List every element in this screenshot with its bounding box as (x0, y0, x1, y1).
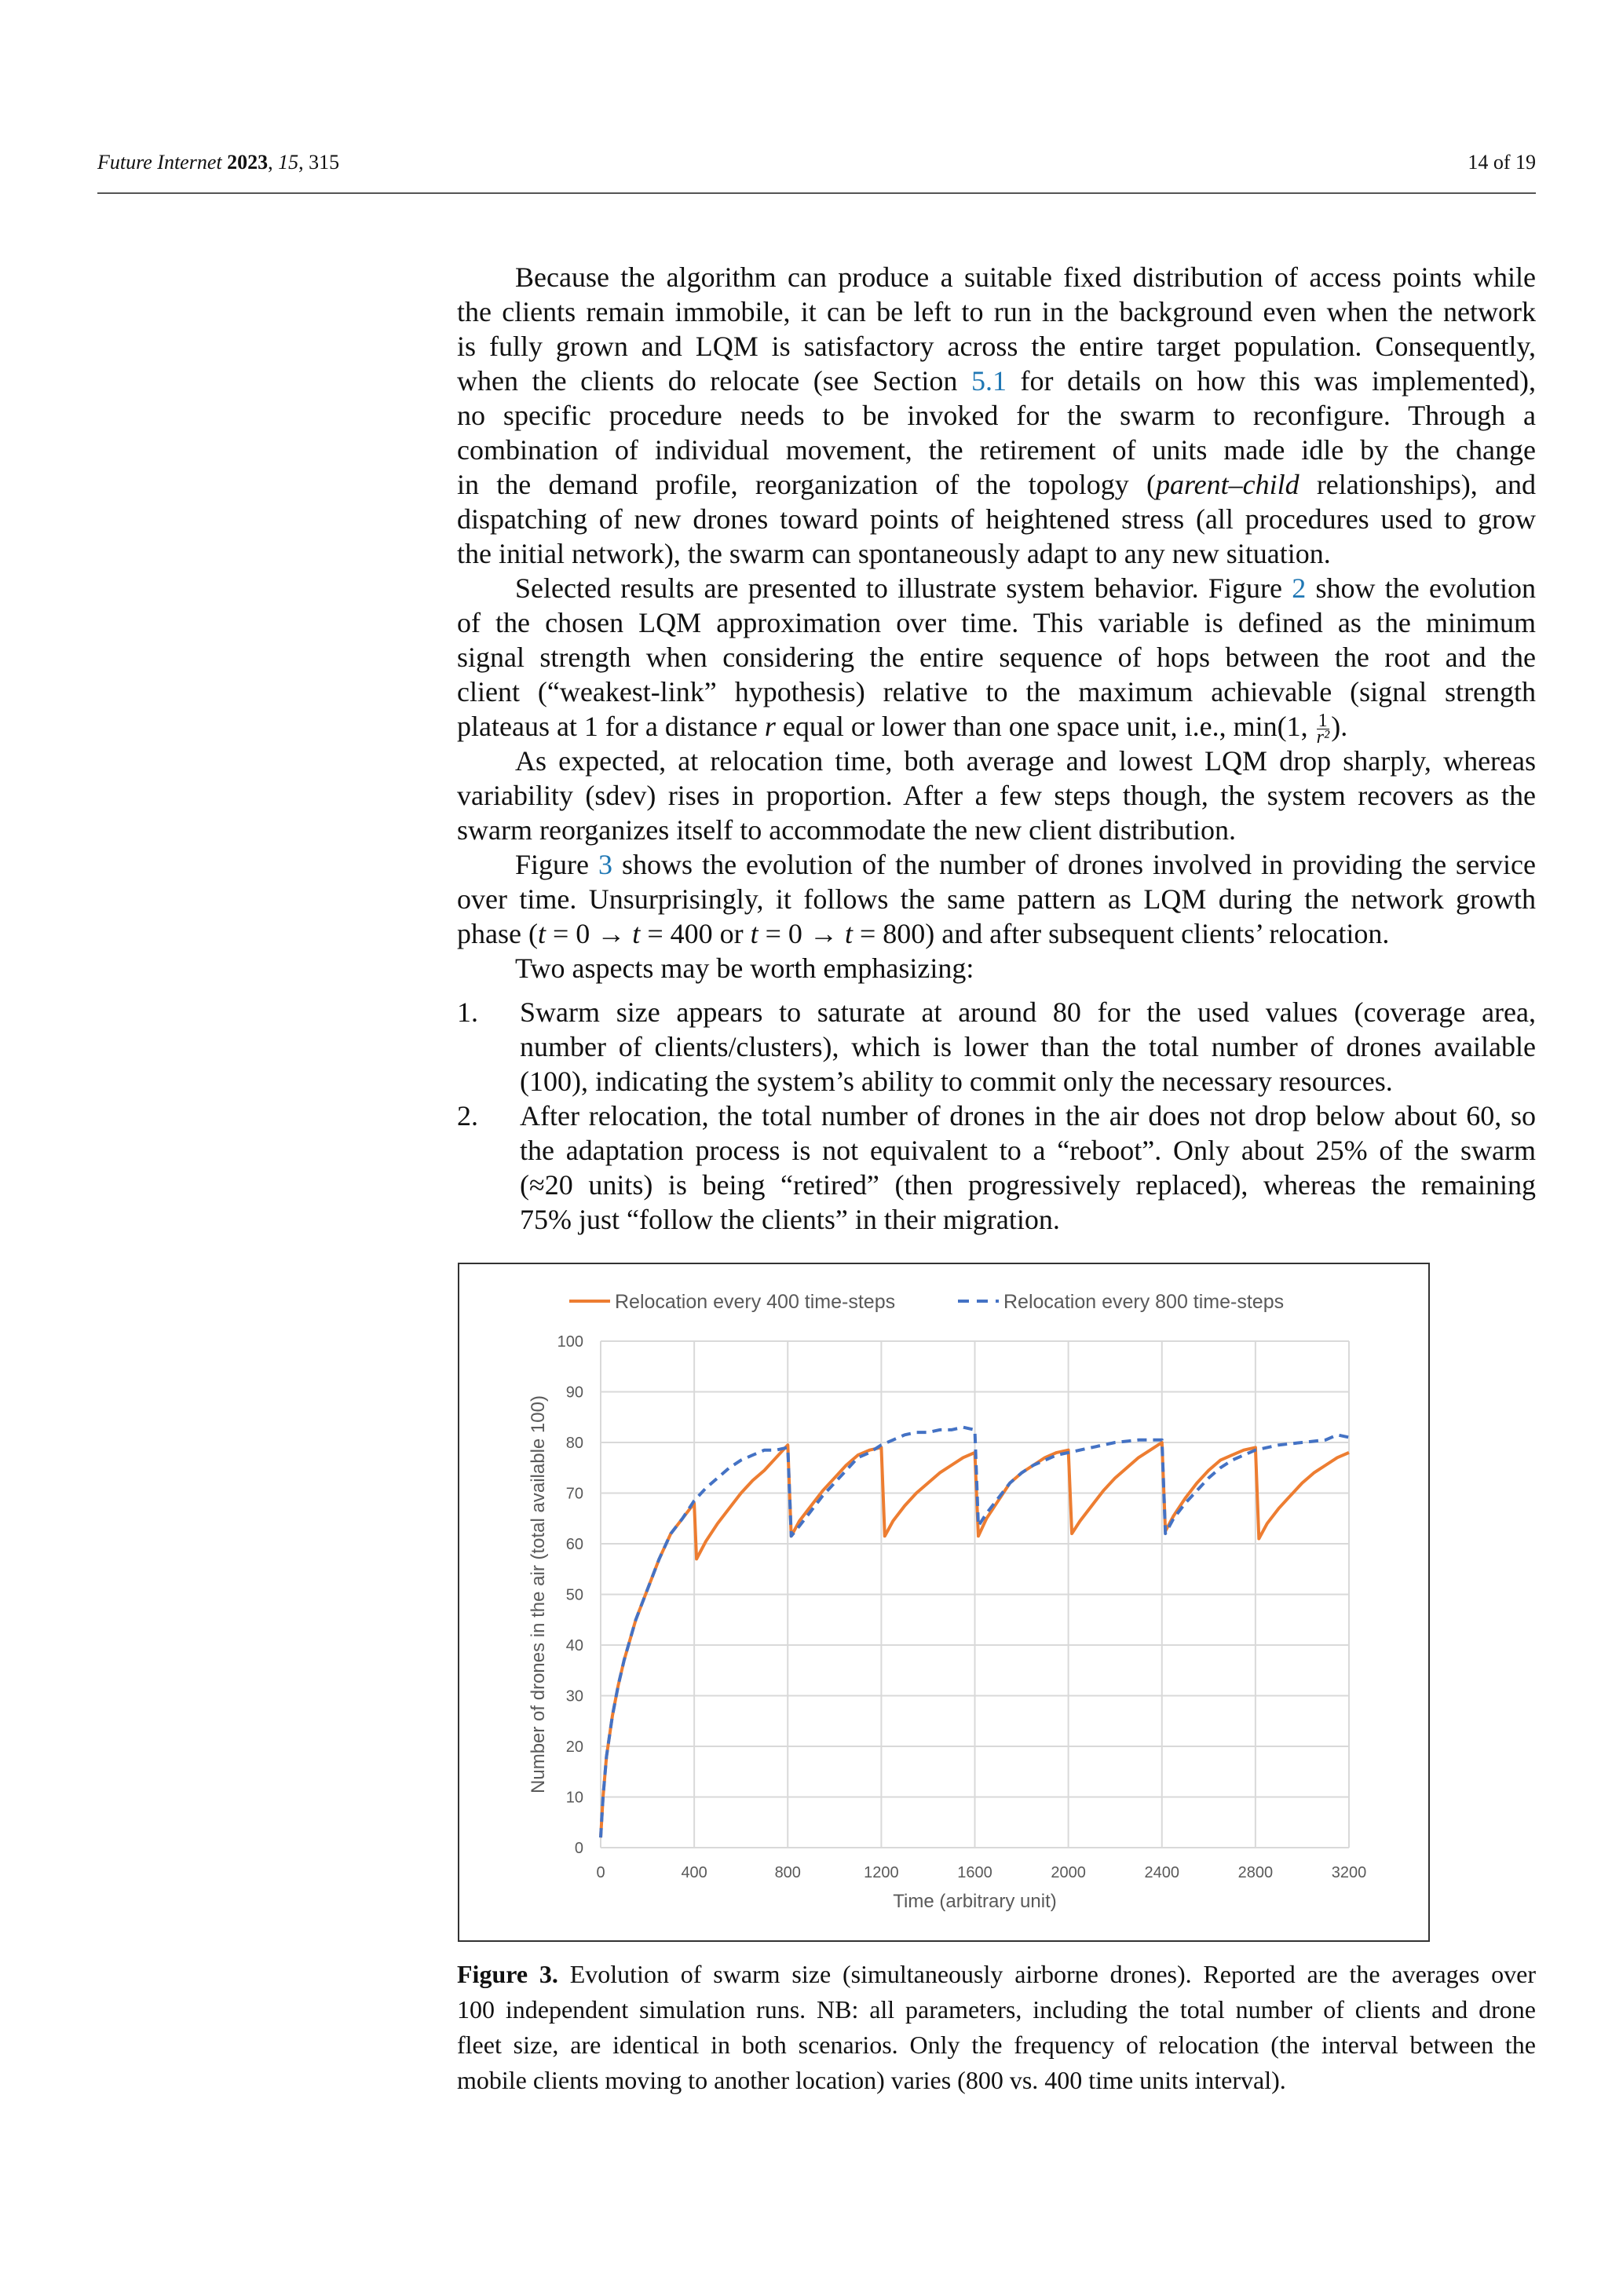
text-line (457, 433, 1536, 467)
text-line (457, 364, 1536, 398)
text-line (520, 1168, 1536, 1202)
caption-label: Figure 3. (457, 1960, 558, 1988)
text-run: when the clients do relocate (see Section (457, 365, 971, 397)
text-line (520, 995, 1536, 1029)
italic-text: t (750, 918, 758, 949)
text-run: Selected results are presented to illustrate system behavior. Figure (515, 572, 1292, 604)
header-divider (97, 192, 1536, 194)
text-line (457, 744, 1536, 778)
text-line (457, 398, 1536, 433)
text-line (457, 675, 1536, 709)
text-line (457, 1957, 1536, 1992)
text-line (457, 294, 1536, 329)
text-line (457, 640, 1536, 675)
paragraph (457, 847, 1536, 951)
text-line (457, 709, 1536, 748)
paragraph (457, 260, 1536, 571)
text-run: show the evolution (1306, 572, 1536, 604)
x-tick-label: 2400 (1144, 1864, 1179, 1881)
text-run: = 0 → (545, 918, 633, 949)
text-run: (100), indicating the system’s ability to commit only the necessary resources. (520, 1066, 1393, 1097)
text-run: in the demand profile, reorganization of the topology ( (457, 469, 1156, 500)
journal-volume: 15 (278, 151, 299, 174)
y-tick-label: 10 (565, 1789, 583, 1807)
text-line (457, 1992, 1536, 2027)
list-item (457, 1099, 1536, 1237)
text-run: = 0 → (758, 918, 845, 949)
text-run: number of clients/clusters), which is lower than the total number of drones available (520, 1031, 1536, 1062)
x-tick-label: 1200 (864, 1864, 899, 1881)
paragraph (457, 951, 1536, 985)
text-line (457, 605, 1536, 640)
y-axis-title: Number of drones in the air (total available 100) (528, 1395, 549, 1793)
figure-caption (457, 1957, 1536, 2098)
text-run: signal strength when considering the entire sequence of hops between the root and the (457, 642, 1536, 673)
journal-name: Future Internet (97, 151, 222, 174)
y-tick-label: 100 (557, 1333, 583, 1351)
text-run: of the chosen LQM approximation over time. This variable is defined as the minimum (457, 607, 1536, 638)
text-run: over time. Unsurprisingly, it follows the same pattern as LQM during the network growth (457, 883, 1536, 915)
italic-text: t (537, 918, 546, 949)
x-tick-label: 800 (774, 1864, 801, 1881)
text-run: dispatching of new drones toward points of heightened stress (all procedures used to grow (457, 503, 1536, 535)
y-tick-label: 50 (565, 1586, 583, 1604)
y-tick-label: 20 (565, 1738, 583, 1756)
text-run: (≈20 units) is being “retired” (then progressively replaced), whereas the remaining (520, 1169, 1536, 1201)
text-line (457, 571, 1536, 605)
text-run: no specific procedure needs to be invoked for the swarm to reconfigure. Through a (457, 400, 1536, 431)
text-run: Swarm size appears to saturate at around 80 for the used values (coverage area, (520, 996, 1536, 1028)
text-run: = 800) and after subsequent clients’ relocation. (852, 918, 1390, 949)
italic-text: t (632, 918, 641, 949)
y-tick-label: 60 (565, 1536, 583, 1553)
swarm-size-chart (459, 1264, 1428, 1940)
x-axis-title: Time (arbitrary unit) (893, 1891, 1057, 1912)
italic-text: r (764, 711, 776, 742)
text-run: combination of individual movement, the retirement of units made idle by the change (457, 434, 1536, 466)
text-run: the initial network), the swarm can spontaneously adapt to any new situation. (457, 538, 1331, 569)
text-line (457, 2063, 1536, 2098)
y-tick-label: 80 (565, 1435, 583, 1452)
y-tick-label: 0 (574, 1840, 583, 1857)
text-run: variability (sdev) rises in proportion. After a few steps though, the system recovers as the (457, 780, 1536, 811)
x-tick-label: 400 (681, 1864, 707, 1881)
text-run: = 400 or (640, 918, 751, 949)
running-header-citation: Future Internet 2023, 15, 315 (97, 151, 340, 174)
legend-label: Relocation every 400 time-steps (615, 1291, 896, 1313)
text-line (520, 1064, 1536, 1099)
text-line (457, 778, 1536, 813)
text-run: is fully grown and LQM is satisfactory across the entire target population. Consequently, (457, 331, 1536, 362)
list-item (457, 995, 1536, 1099)
list-number: 1. (457, 996, 478, 1028)
text-run: ). (1331, 711, 1348, 742)
text-line (457, 502, 1536, 536)
text-run: client (“weakest-link” hypothesis) relative to the maximum achievable (signal strength (457, 676, 1536, 707)
text-line (520, 1133, 1536, 1168)
text-line (520, 1029, 1536, 1064)
text-run: relationships), and (1299, 469, 1536, 500)
cross-reference-link[interactable]: 2 (1292, 572, 1307, 604)
text-run: Figure (515, 849, 599, 880)
text-run: fleet size, are identical in both scenarios. Only the frequency of relocation (the interval between the (457, 2031, 1536, 2059)
y-tick-label: 90 (565, 1384, 583, 1402)
text-line (457, 2027, 1536, 2063)
body-text (457, 260, 1536, 1237)
y-tick-label: 40 (565, 1637, 583, 1654)
list-number: 2. (457, 1100, 478, 1132)
x-tick-label: 1600 (957, 1864, 992, 1881)
y-tick-label: 30 (565, 1687, 583, 1706)
cross-reference-link[interactable]: 3 (598, 849, 613, 880)
text-run: mobile clients moving to another location) varies (800 vs. 400 time units interval). (457, 2066, 1286, 2094)
paragraph (457, 571, 1536, 748)
math-fraction (1316, 711, 1330, 748)
text-line (457, 882, 1536, 916)
x-tick-label: 2800 (1237, 1864, 1274, 1881)
fraction-denominator: r² (1316, 727, 1330, 748)
text-run: Two aspects may be worth emphasizing: (515, 952, 974, 984)
italic-text: parent–child (1155, 469, 1299, 500)
text-run: for details on how this was implemented), (1006, 365, 1536, 397)
x-tick-label: 2000 (1051, 1864, 1086, 1881)
text-line (457, 467, 1536, 502)
text-line (520, 1099, 1536, 1133)
cross-reference-link[interactable]: 5.1 (971, 365, 1007, 397)
legend-label: Relocation every 800 time-steps (1003, 1291, 1285, 1313)
text-line (520, 1202, 1536, 1237)
x-tick-label: 0 (596, 1864, 605, 1881)
numbered-list (457, 995, 1536, 1237)
paragraph (457, 744, 1536, 847)
article-number: 315 (309, 151, 340, 174)
text-run: the adaptation process is not equivalent to a “reboot”. Only about 25% of the swarm (520, 1135, 1536, 1166)
text-line (457, 951, 1536, 985)
text-run: Because the algorithm can produce a suitable fixed distribution of access points while (515, 261, 1536, 293)
page-number: 14 of 19 (1468, 151, 1536, 174)
text-run: equal or lower than one space unit, i.e., min(1, (775, 711, 1315, 742)
italic-text: t (844, 918, 853, 949)
text-line (457, 847, 1536, 882)
fraction-numerator: 1 (1317, 713, 1330, 729)
text-run: Evolution of swarm size (simultaneously airborne drones). Reported are the averages over (557, 1960, 1536, 1988)
text-line (457, 916, 1536, 951)
text-run: shows the evolution of the number of drones involved in providing the service (612, 849, 1536, 880)
text-run: swarm reorganizes itself to accommodate the new client distribution. (457, 814, 1237, 846)
text-line (457, 536, 1536, 571)
text-run: As expected, at relocation time, both average and lowest LQM drop sharply, whereas (515, 745, 1536, 777)
text-run: After relocation, the total number of drones in the air does not drop below about 60, so (520, 1100, 1536, 1132)
text-line (457, 329, 1536, 364)
x-tick-label: 3200 (1331, 1864, 1367, 1881)
text-run: phase ( (457, 918, 538, 949)
y-tick-label: 70 (565, 1485, 583, 1503)
text-line (457, 813, 1536, 847)
text-run: plateaus at 1 for a distance (457, 711, 765, 742)
text-run: 100 independent simulation runs. NB: all parameters, including the total number of clients and drone (457, 1995, 1536, 2024)
text-run: the clients remain immobile, it can be left to run in the background even when the network (457, 296, 1536, 327)
text-run: 75% just “follow the clients” in their migration. (520, 1204, 1060, 1235)
journal-year: 2023 (227, 151, 269, 174)
text-line (457, 260, 1536, 294)
figure-3 (458, 1263, 1430, 1942)
